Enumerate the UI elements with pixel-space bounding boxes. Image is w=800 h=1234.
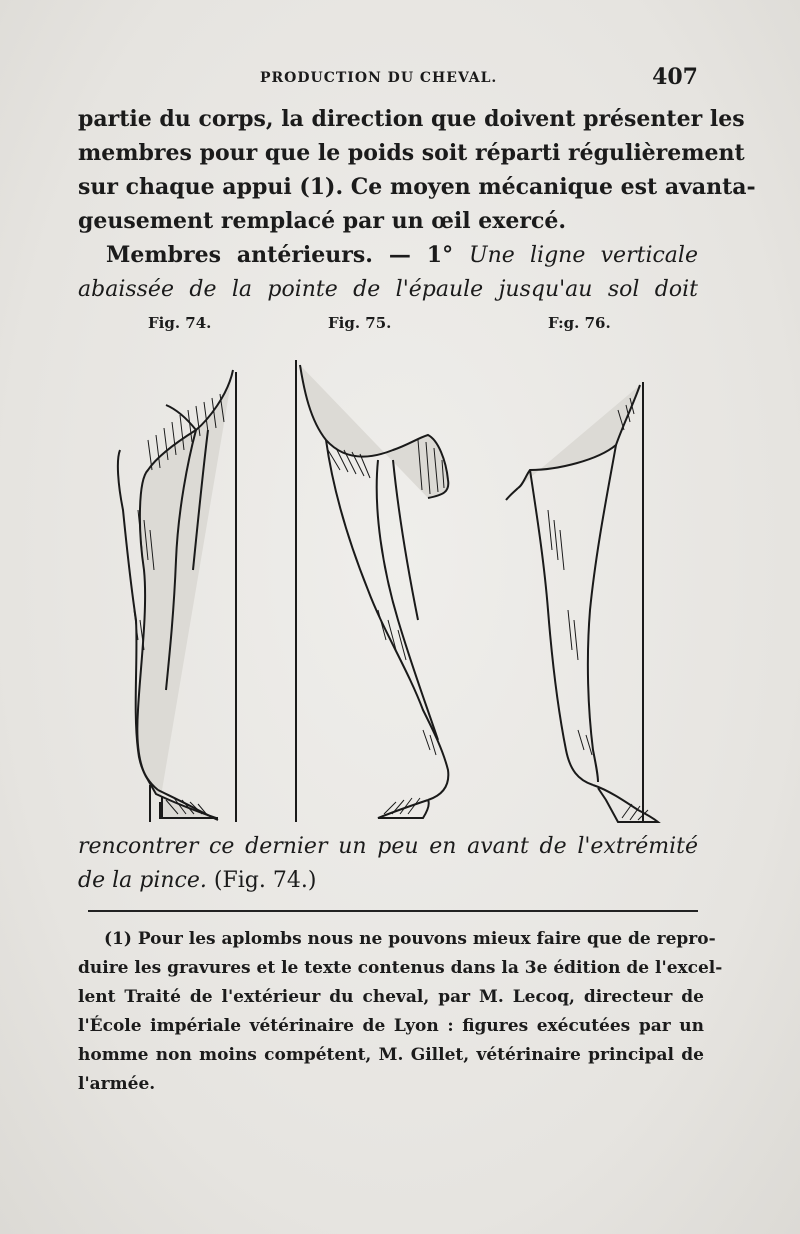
figure-reference: (Fig. 74.)	[213, 868, 317, 893]
text-line: partie du corps, la direction que doivent présenter les	[78, 106, 745, 132]
footnote-line: duire les gravures et le texte contenus dans la 3e édition de l'excel-	[78, 958, 723, 978]
italic-line: rencontrer ce dernier un peu en avant de l'extrémité	[78, 834, 698, 859]
text-line: geusement remplacé par un œil exercé.	[78, 208, 567, 234]
footnote	[78, 925, 723, 1099]
page-number: 407	[652, 64, 698, 90]
figure-76-label: F:g. 76.	[548, 314, 611, 332]
figure-74-label: Fig. 74.	[148, 314, 212, 332]
italic-text: Une ligne verticale	[469, 243, 698, 268]
em-dash: —	[388, 242, 411, 268]
figure-75-leg-illustration	[296, 360, 448, 822]
section-heading: Membres antérieurs.	[106, 242, 373, 268]
footnote-line: l'armée.	[78, 1074, 156, 1094]
footnote-line: l'École impériale vétérinaire de Lyon : figures exécutées par un	[78, 1016, 704, 1036]
italic-text: de la pince.	[78, 868, 207, 893]
list-number: 1°	[426, 242, 454, 268]
figure-74-leg-illustration	[118, 370, 236, 822]
page-header	[78, 66, 698, 94]
figures-plate	[78, 310, 718, 830]
footnote-rule	[88, 910, 698, 912]
text-line	[78, 864, 698, 898]
italic-line: abaissée de la pointe de l'épaule jusqu'au sol doit	[78, 277, 698, 302]
horse-legs-engraving	[78, 310, 718, 830]
text-line: sur chaque appui (1). Ce moyen mécanique est avanta-	[78, 174, 756, 200]
footnote-line: (1) Pour les aplombs nous ne pouvons mieux faire que de repro-	[104, 929, 716, 949]
figure-caption	[78, 830, 698, 898]
running-head: PRODUCTION DU CHEVAL.	[260, 70, 498, 86]
footnote-line: lent Traité de l'extérieur du cheval, par M. Lecoq, directeur de	[78, 987, 704, 1007]
footnote-line: homme non moins compétent, M. Gillet, vétérinaire principal de	[78, 1045, 704, 1065]
figure-76-leg-illustration	[506, 382, 658, 822]
section-line	[78, 238, 698, 273]
figure-75-label: Fig. 75.	[328, 314, 392, 332]
paragraph-continued	[78, 102, 756, 307]
text-line: membres pour que le poids soit réparti régulièrement	[78, 140, 745, 166]
